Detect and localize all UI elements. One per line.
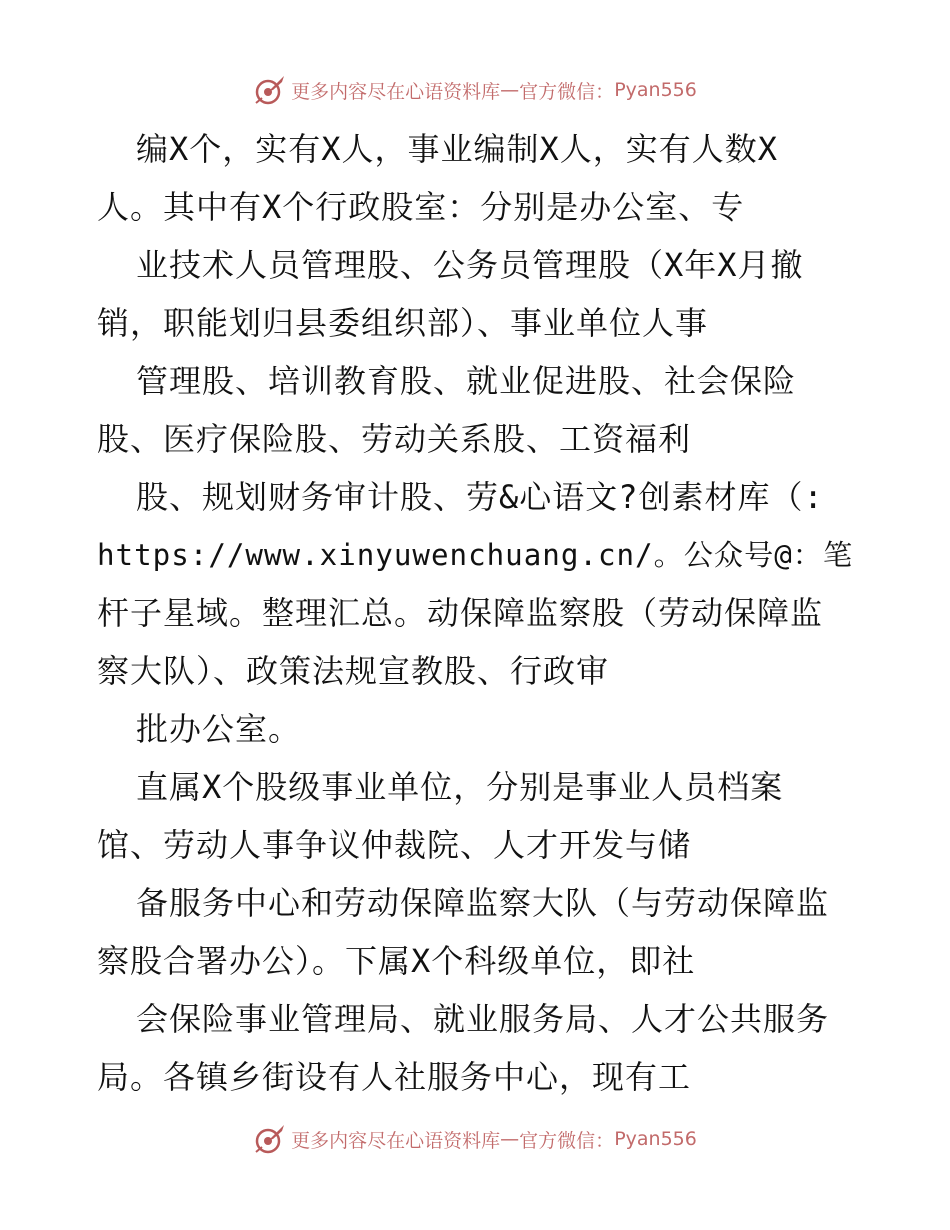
official-label: 官方微信： (519, 80, 615, 103)
text-line: 馆、劳动人事争议仲裁院、人才开发与储 (97, 826, 692, 864)
text-line: 股、医疗保险股、劳动关系股、工资福利 (97, 420, 692, 458)
brand-text: 更多内容尽在心语资料库 (291, 1129, 501, 1152)
banner-separator: — (500, 1128, 520, 1150)
text-line: 人。其中有X个行政股室：分别是办公室、专 (97, 188, 745, 226)
text-line: 管理股、培训教育股、就业促进股、社会保险 (136, 362, 797, 400)
text-line: https://www.xinyuwenchuang.cn/。公众号@：笔 (97, 538, 854, 572)
banner-separator: — (500, 79, 520, 101)
quill-logo-icon (253, 73, 287, 107)
brand-text: 更多内容尽在心语资料库 (291, 80, 501, 103)
text-line: 察股合署办公）。下属X个科级单位，即社 (97, 942, 696, 980)
official-label: 官方微信： (519, 1129, 615, 1152)
text-line: 会保险事业管理局、就业服务局、人才公共服务 (136, 1000, 830, 1038)
header-watermark-banner (0, 70, 950, 110)
footer-watermark-banner (0, 1119, 950, 1159)
text-line: 编X个，实有X人，事业编制X人，实有人数X (136, 130, 779, 168)
text-line: 业技术人员管理股、公务员管理股（X年X月撤 (136, 246, 804, 284)
text-line: 备服务中心和劳动保障监察大队（与劳动保障监 (136, 884, 830, 922)
text-line: 股、规划财务审计股、劳&心语文?创素材库（: (136, 478, 824, 516)
text-line: 局。各镇乡街设有人社服务中心，现有工 (97, 1058, 692, 1096)
text-line: 直属X个股级事业单位，分别是事业人员档案 (136, 768, 784, 806)
text-line: 销，职能划归县委组织部）、事业单位人事 (97, 304, 709, 342)
quill-logo-icon (253, 1122, 287, 1156)
text-line: 批办公室。 (136, 710, 302, 748)
account-id: Pyan556 (614, 1128, 697, 1150)
text-line: 杆子星域。整理汇总。动保障监察股（劳动保障监 (97, 594, 824, 632)
account-id: Pyan556 (614, 79, 697, 101)
text-line: 察大队）、政策法规宣教股、行政审 (97, 652, 610, 690)
